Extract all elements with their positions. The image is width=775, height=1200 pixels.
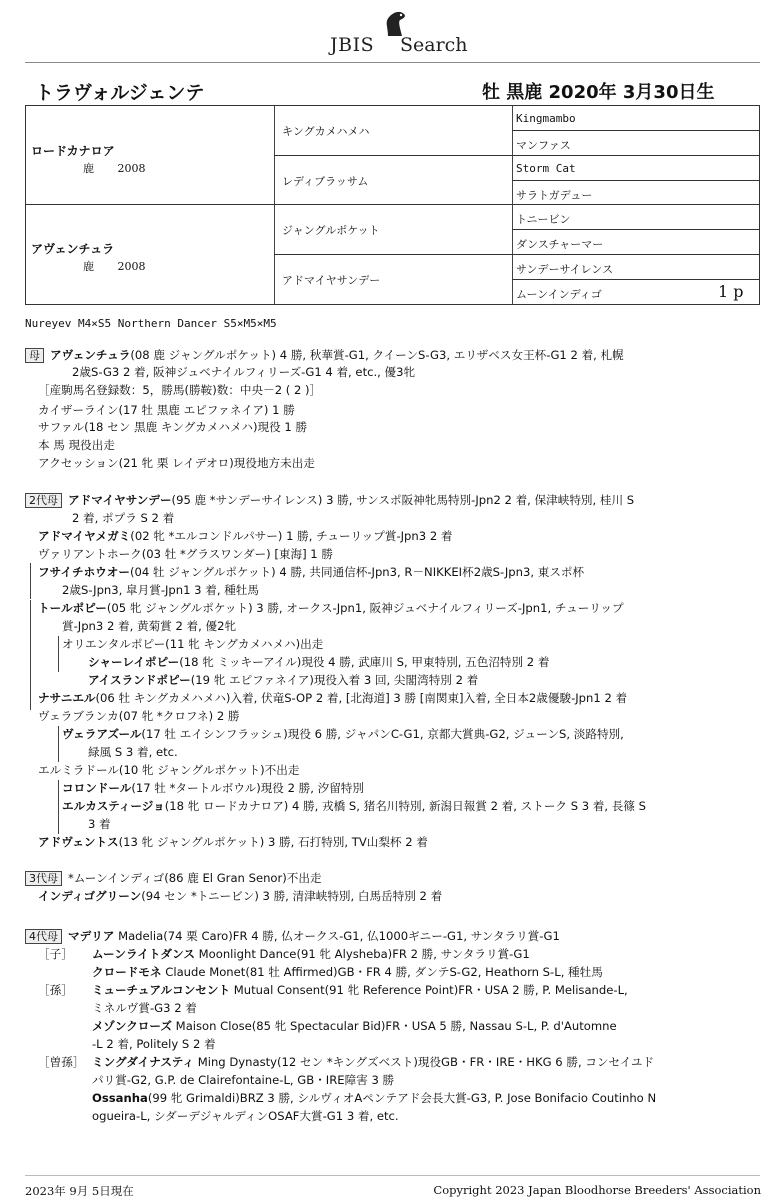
inbreeding-note: Nureyev M4×S5 Northern Dancer S5×M5×M5	[25, 317, 277, 330]
descendant-bar	[58, 636, 59, 672]
family-line	[38, 437, 115, 454]
family-line	[38, 600, 624, 617]
line-text: 賞-Jpn3 2 着, 黄菊賞 2 着, 優2牝	[62, 619, 237, 633]
line-text: パリ賞-G2, G.P. de Clairefontaine-L, GB・IRE障害 3 勝	[92, 1073, 395, 1087]
sire-year: 2008	[117, 162, 146, 175]
family-line	[25, 492, 634, 509]
horse-link[interactable]: コロンドール	[62, 781, 132, 795]
dam-name[interactable]: アヴェンチュラ	[31, 242, 115, 256]
line-text: サファル(18 セン 黒鹿 キングカメハメハ)現役 1 勝	[38, 420, 308, 434]
line-text: ヴァリアントホーク(03 牡 *グラスワンダー) [東海] 1 勝	[38, 547, 333, 561]
family-line	[72, 510, 174, 527]
descendant-bar	[30, 563, 31, 599]
line-text: ヴェラブランカ(07 牝 *クロフネ) 2 勝	[38, 709, 240, 723]
footer-copyright: Copyright 2023 Japan Bloodhorse Breeders' Association	[433, 1183, 761, 1197]
line-text: (99 牝 Grimaldi)BRZ 3 勝, シルヴィオAペンテアド会長大賞-G3, P. Jose Bonifacio Coutinho N	[147, 1091, 657, 1105]
grandparent-sire-dam[interactable]: レディブラッサム	[282, 175, 369, 188]
horse-link[interactable]: マデリア	[68, 929, 115, 943]
relation-tag: ［孫］	[38, 983, 73, 997]
line-text: Moonlight Dance(91 牝 Alysheba)FR 2 勝, サンタラリ賞-G1	[194, 947, 530, 961]
ggp-4[interactable]: サラトガデュー	[516, 189, 593, 202]
header-divider	[25, 62, 760, 63]
family-line	[38, 455, 315, 472]
ggp-5[interactable]: トニービン	[516, 213, 571, 226]
pedigree-table	[25, 105, 760, 305]
generation-tag: 母	[25, 348, 44, 363]
family-line	[38, 708, 240, 725]
family-line	[72, 364, 415, 381]
jbis-logo[interactable]	[328, 26, 468, 56]
horse-info: 牡 黒鹿 2020年 3月30日生	[482, 82, 715, 103]
descendant-bar	[58, 780, 59, 834]
horse-link[interactable]: エルカスティージョ	[62, 799, 165, 813]
descendant-bar	[30, 600, 31, 710]
family-line	[38, 564, 584, 581]
horse-link[interactable]: ヴェラアズール	[62, 727, 142, 741]
relation-tag: ［子］	[38, 947, 73, 961]
ggp-3[interactable]: Storm Cat	[516, 162, 576, 175]
horse-link[interactable]: アイスランドポピー	[88, 673, 191, 687]
descendant-bar	[58, 726, 59, 762]
family-line	[38, 946, 530, 963]
footer-divider	[25, 1175, 760, 1176]
logo-text-search: Search	[400, 34, 468, 56]
generation-tag: 4代母	[25, 929, 62, 944]
family-line	[92, 964, 603, 981]
line-text: *ムーンインディゴ(86 鹿 El Gran Senor)不出走	[68, 871, 322, 885]
family-number: 1 p	[718, 282, 744, 301]
sire-color: 鹿	[83, 162, 94, 175]
line-text: Ming Dynasty(12 セン *キングズベスト)現役GB・FR・IRE・HKG 6 勝, コンセイユド	[194, 1055, 655, 1069]
family-line	[92, 1018, 617, 1035]
family-line	[38, 402, 295, 419]
grandparent-sire-sire[interactable]: キングカメハメハ	[282, 125, 370, 138]
horse-link[interactable]: Ossanha	[92, 1091, 148, 1105]
family-line	[88, 672, 478, 689]
family-line	[92, 1072, 394, 1089]
generation-tag: 2代母	[25, 493, 62, 508]
family-line	[38, 382, 321, 399]
line-text: アクセッション(21 牝 栗 レイデオロ)現役地方未出走	[38, 456, 315, 470]
line-text: (02 牝 *エルコンドルパサー) 1 勝, チューリップ賞-Jpn3 2 着	[130, 529, 453, 543]
line-text: オリエンタルポピー(11 牝 キングカメハメハ)出走	[62, 637, 324, 651]
family-line	[92, 1036, 216, 1053]
family-line	[38, 762, 299, 779]
ggp-8[interactable]: ムーンインディゴ	[516, 288, 602, 301]
horse-link[interactable]: ナサニエル	[38, 691, 96, 705]
grandparent-dam-dam[interactable]: アドマイヤサンデー	[282, 274, 381, 287]
horse-link[interactable]: アドヴェントス	[38, 835, 119, 849]
line-text: (17 牡 エイシンフラッシュ)現役 6 勝, ジャパンC-G1, 京都大賞典-G2, ジューンS, 淡路特別,	[141, 727, 624, 741]
horse-link[interactable]: アドマイヤメガミ	[38, 529, 131, 543]
line-text: (94 セン *トニービン) 3 勝, 清津峡特別, 白馬岳特別 2 着	[141, 889, 443, 903]
family-line	[38, 888, 442, 905]
logo-text-jbis: JBIS	[330, 34, 375, 56]
grandparent-dam-sire[interactable]: ジャングルポケット	[282, 224, 380, 237]
family-line	[38, 546, 333, 563]
dam-color: 鹿	[83, 260, 94, 273]
footer-date: 2023年 9月 5日現在	[25, 1184, 134, 1198]
horse-link[interactable]: シャーレイポピー	[88, 655, 180, 669]
horse-link[interactable]: ミューチュアルコンセント	[92, 983, 231, 997]
line-text: カイザーライン(17 牡 黒鹿 エピファネイア) 1 勝	[38, 403, 295, 417]
relation-tag: ［曽孫］	[38, 1055, 85, 1069]
family-line	[38, 982, 628, 999]
generation-tag: 3代母	[25, 871, 62, 886]
family-line	[38, 834, 428, 851]
line-text: 2歳S-G3 2 着, 阪神ジュベナイルフィリーズ-G1 4 着, etc., 優3牝	[72, 365, 416, 379]
horse-link[interactable]: メゾンクローズ	[92, 1019, 172, 1033]
horse-link[interactable]: クロードモネ	[92, 965, 162, 979]
dam-year: 2008	[117, 260, 146, 273]
line-text: Claude Monet(81 牡 Affirmed)GB・FR 4 勝, ダンテS-G2, Heathorn S-L, 種牡馬	[161, 965, 603, 979]
family-line	[38, 528, 452, 545]
ggp-1[interactable]: Kingmambo	[516, 112, 576, 125]
family-line	[38, 419, 307, 436]
horse-link[interactable]: アヴェンチュラ	[50, 348, 131, 362]
sire-name[interactable]: ロードカナロア	[31, 144, 115, 158]
horse-link[interactable]: アドマイヤサンデー	[68, 493, 172, 507]
line-text: 3 着	[88, 817, 111, 831]
horse-link[interactable]: ムーンライトダンス	[92, 947, 195, 961]
family-line	[25, 928, 560, 945]
line-text: -L 2 着, Politely S 2 着	[92, 1037, 216, 1051]
sire-cell	[31, 142, 146, 176]
family-line	[62, 780, 364, 797]
horse-link[interactable]: トールポピー	[38, 601, 107, 615]
line-text: (17 牡 *タートルボウル)現役 2 勝, 汐留特別	[131, 781, 364, 795]
line-text: (06 牡 キングカメハメハ)入着, 伏竜S-OP 2 着, [北海道] 3 勝 [南関東]入着, 全日本2歳優駿-Jpn1 2 着	[95, 691, 628, 705]
line-text: 2 着, ポプラ S 2 着	[72, 511, 175, 525]
line-text: (19 牝 エピファネイア)現役入着 3 回, 尖閣湾特別 2 着	[190, 673, 479, 687]
family-line	[62, 636, 323, 653]
family-line	[25, 347, 624, 364]
family-line	[92, 1108, 399, 1125]
family-line	[62, 798, 646, 815]
line-text: 本 馬 現役出走	[38, 438, 115, 452]
horse-link[interactable]: インディゴグリーン	[38, 889, 142, 903]
line-text: (08 鹿 ジャングルポケット) 4 勝, 秋華賞-G1, クイーンS-G3, エリザベス女王杯-G1 2 着, 札幌	[130, 348, 624, 362]
line-text: エルミラドール(10 牝 ジャングルポケット)不出走	[38, 763, 300, 777]
ggp-6[interactable]: ダンスチャーマー	[516, 238, 604, 251]
line-text: ［産駒馬名登録数：5，勝馬(勝鞍)数：中央－2 ( 2 )］	[38, 383, 322, 397]
family-line	[38, 690, 627, 707]
family-line	[88, 654, 549, 671]
line-text: 緑風 S 3 着, etc.	[88, 745, 178, 759]
family-line	[92, 1000, 197, 1017]
family-line	[92, 1090, 656, 1107]
family-line	[88, 816, 111, 833]
line-text: Mutual Consent(91 牝 Reference Point)FR・USA 2 勝, P. Melisande-L,	[230, 983, 628, 997]
dam-cell	[31, 240, 146, 274]
line-text: (18 牝 ロードカナロア) 4 勝, 戎橋 S, 猪名川特別, 新潟日報賞 2 着, ストーク S 3 着, 長篠 S	[164, 799, 647, 813]
horse-name: トラヴォルジェンテ	[35, 82, 205, 104]
line-text: ogueira-L, シダーデジャルディンOSAF大賞-G1 3 着, etc.	[92, 1109, 399, 1123]
family-line	[38, 1054, 654, 1071]
family-line	[62, 582, 259, 599]
line-text: (18 牝 ミッキーアイル)現役 4 勝, 武庫川 S, 甲東特別, 五色沼特別 2 着	[179, 655, 550, 669]
horse-link[interactable]: フサイチホウオー	[38, 565, 130, 579]
family-line	[62, 618, 236, 635]
ggp-2[interactable]: マンファス	[516, 139, 571, 152]
line-text: (04 牡 ジャングルポケット) 4 勝, 共同通信杯-Jpn3, R－NIKKEI杯2歳S-Jpn3, 東スポ杯	[129, 565, 585, 579]
family-line	[88, 744, 178, 761]
line-text: Madelia(74 栗 Caro)FR 4 勝, 仏オークス-G1, 仏1000ギニー-G1, サンタラリ賞-G1	[114, 929, 560, 943]
family-line	[62, 726, 624, 743]
ggp-7[interactable]: サンデーサイレンス	[516, 263, 614, 276]
line-text: 2歳S-Jpn3, 皐月賞-Jpn1 3 着, 種牡馬	[62, 583, 259, 597]
line-text: (05 牝 ジャングルポケット) 3 勝, オークス-Jpn1, 阪神ジュベナイルフィリーズ-Jpn1, チューリップ	[106, 601, 624, 615]
line-text: ミネルヴ賞-G3 2 着	[92, 1001, 197, 1015]
line-text: Maison Close(85 牝 Spectacular Bid)FR・USA 5 勝, Nassau S-L, P. d'Automne	[172, 1019, 617, 1033]
line-text: (95 鹿 *サンデーサイレンス) 3 勝, サンスポ阪神牝馬特別-Jpn2 2 着, 保津峡特別, 桂川 S	[171, 493, 635, 507]
horse-link[interactable]: ミングダイナスティ	[92, 1055, 195, 1069]
line-text: (13 牝 ジャングルポケット) 3 勝, 石打特別, TV山梨杯 2 着	[118, 835, 428, 849]
family-line	[25, 870, 322, 887]
